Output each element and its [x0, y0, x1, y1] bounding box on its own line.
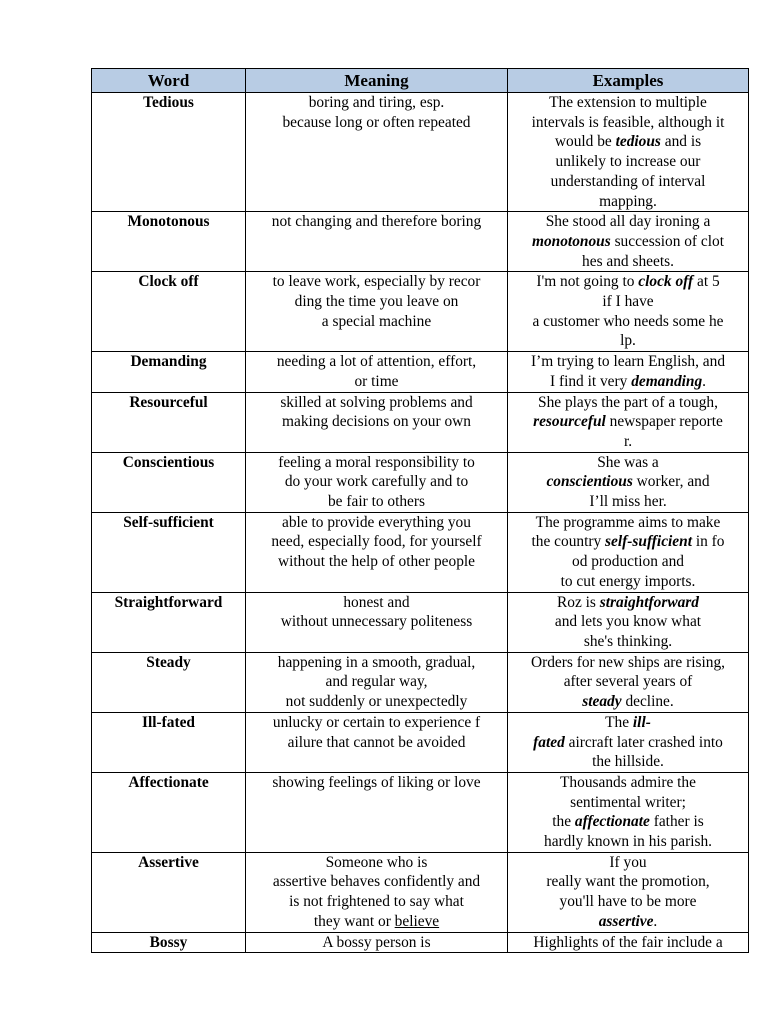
- example-cell: [508, 712, 749, 772]
- example-cell: [508, 592, 749, 652]
- text-segment: She plays the part of a tough,: [538, 393, 718, 411]
- cell-line: [248, 113, 505, 133]
- cell-line: [510, 272, 746, 292]
- table-row: [92, 592, 749, 652]
- cell-line: [248, 492, 505, 512]
- cell-line: [510, 152, 746, 172]
- text-segment: if I have: [602, 293, 654, 311]
- cell-line: [248, 713, 505, 733]
- text-segment: hes and sheets.: [582, 252, 674, 270]
- text-segment: If you: [609, 853, 647, 871]
- table-body: [92, 93, 749, 953]
- cell-line: [510, 472, 746, 492]
- cell-line: [248, 933, 505, 953]
- table-row: [92, 712, 749, 772]
- cell-line: [248, 393, 505, 413]
- text-segment: happening in a smooth, gradual,: [277, 653, 476, 671]
- meaning-cell: [246, 652, 508, 712]
- cell-line: [248, 292, 505, 312]
- cell-line: [510, 892, 746, 912]
- cell-line: [510, 933, 746, 953]
- cell-line: [510, 552, 746, 572]
- cell-line: [510, 312, 746, 332]
- meaning-cell: [246, 712, 508, 772]
- meaning-cell: [246, 272, 508, 352]
- text-segment: at 5: [693, 273, 720, 291]
- emphasized-term-wrapper: [600, 594, 699, 611]
- cell-line: [248, 653, 505, 673]
- text-segment: She was a: [597, 453, 659, 471]
- cell-line: [248, 593, 505, 613]
- text-segment: making decisions on your own: [282, 413, 471, 431]
- cell-line: [510, 513, 746, 533]
- word-cell: Tedious: [92, 93, 246, 212]
- emphasized-term: clock off: [638, 273, 694, 291]
- text-segment: aircraft later crashed into: [564, 733, 723, 751]
- table-row: [92, 352, 749, 392]
- text-segment: r.: [623, 432, 633, 450]
- emphasized-term-wrapper: [633, 714, 651, 731]
- cell-line: [248, 352, 505, 372]
- word-cell: Assertive: [92, 852, 246, 932]
- cell-line: [510, 713, 746, 733]
- meaning-cell: [246, 852, 508, 932]
- cell-line: [510, 492, 746, 512]
- text-segment: the country: [531, 533, 606, 551]
- word-cell: Ill-fated: [92, 712, 246, 772]
- emphasized-term: affectionate: [574, 813, 650, 831]
- text-segment: hardly known in his parish.: [544, 833, 712, 851]
- cell-line: [248, 532, 505, 552]
- example-cell: [508, 212, 749, 272]
- cell-line: [510, 532, 746, 552]
- word-cell: Steady: [92, 652, 246, 712]
- text-segment: because long or often repeated: [282, 113, 471, 131]
- word-cell: Straightforward: [92, 592, 246, 652]
- text-segment: needing a lot of attention, effort,: [276, 353, 477, 371]
- text-segment: succession of clot: [610, 232, 724, 250]
- meaning-cell: [246, 512, 508, 592]
- table-row: [92, 392, 749, 452]
- meaning-cell: [246, 212, 508, 272]
- cell-line: [510, 132, 746, 152]
- emphasized-term-wrapper: [533, 734, 565, 751]
- text-segment: to leave work, especially by recor: [272, 273, 481, 291]
- cell-line: [248, 412, 505, 432]
- cell-line: [248, 93, 505, 113]
- cell-line: [248, 872, 505, 892]
- emphasized-term: steady: [582, 693, 622, 711]
- meaning-cell: [246, 932, 508, 953]
- text-segment: newspaper reporte: [605, 413, 723, 431]
- text-segment: and lets you know what: [554, 613, 702, 631]
- text-segment: skilled at solving problems and: [280, 393, 473, 411]
- text-segment: a customer who needs some he: [532, 312, 724, 330]
- cell-line: [510, 232, 746, 252]
- text-segment: you'll have to be more: [559, 893, 697, 911]
- text-segment: the hillside.: [592, 753, 664, 771]
- text-segment: unlikely to increase our: [555, 153, 701, 171]
- cell-line: [510, 593, 746, 613]
- example-cell: [508, 652, 749, 712]
- text-segment: decline.: [621, 693, 674, 711]
- example-cell: [508, 852, 749, 932]
- word-cell: Resourceful: [92, 392, 246, 452]
- cell-line: [510, 352, 746, 372]
- emphasized-term-wrapper: [638, 273, 693, 290]
- cell-line: [510, 393, 746, 413]
- table-row: [92, 512, 749, 592]
- header-meaning: Meaning: [246, 69, 508, 93]
- text-segment: The: [605, 713, 633, 731]
- cell-line: [510, 632, 746, 652]
- example-cell: [508, 512, 749, 592]
- cell-line: [510, 252, 746, 272]
- text-segment: understanding of interval: [550, 172, 706, 190]
- text-segment: unlucky or certain to experience f: [272, 713, 481, 731]
- text-segment: feeling a moral responsibility to: [278, 453, 475, 471]
- example-cell: [508, 772, 749, 852]
- text-segment: after several years of: [563, 673, 693, 691]
- emphasized-term: resourceful: [533, 413, 606, 431]
- text-segment: Roz is: [557, 593, 600, 611]
- text-segment: .: [653, 912, 658, 930]
- cell-line: [510, 572, 746, 592]
- text-segment: would be: [554, 133, 616, 151]
- emphasized-term-wrapper: [533, 413, 606, 430]
- text-segment: able to provide everything you: [282, 513, 471, 531]
- text-segment: showing feelings of liking or love: [272, 773, 481, 791]
- cell-line: [510, 832, 746, 852]
- meaning-cell: [246, 392, 508, 452]
- cell-line: [248, 212, 505, 232]
- emphasized-term-wrapper: [582, 693, 621, 710]
- cell-line: [510, 93, 746, 113]
- text-segment: to cut energy imports.: [560, 572, 696, 590]
- cell-line: [510, 853, 746, 873]
- text-segment: Highlights of the fair include a: [533, 933, 723, 951]
- cell-line: [248, 773, 505, 793]
- text-segment: be fair to others: [327, 493, 425, 511]
- cell-line: [248, 912, 505, 932]
- emphasized-term: straightforward: [599, 593, 699, 611]
- cell-line: [510, 113, 746, 133]
- word-cell: Clock off: [92, 272, 246, 352]
- table-row: [92, 852, 749, 932]
- word-cell: Conscientious: [92, 452, 246, 512]
- text-segment: sentimental writer;: [570, 793, 686, 811]
- cell-line: [510, 192, 746, 212]
- text-segment: without unnecessary politeness: [280, 613, 473, 631]
- cell-line: [510, 912, 746, 932]
- word-cell: Affectionate: [92, 772, 246, 852]
- emphasized-term: monotonous: [532, 232, 611, 250]
- text-segment: ding the time you leave on: [294, 293, 459, 311]
- meaning-cell: [246, 772, 508, 852]
- emphasized-term-wrapper: [575, 813, 650, 830]
- text-segment: I'm not going to: [536, 273, 639, 291]
- text-segment: is not frightened to say what: [289, 893, 464, 911]
- emphasized-term: self-sufficient: [605, 533, 692, 551]
- cell-line: [248, 733, 505, 753]
- emphasized-term: fated: [533, 733, 565, 751]
- table-row: [92, 93, 749, 212]
- text-segment: The programme aims to make: [535, 513, 721, 531]
- text-segment: they want or: [313, 912, 395, 930]
- cell-line: [510, 292, 746, 312]
- cell-line: [510, 692, 746, 712]
- word-cell: Monotonous: [92, 212, 246, 272]
- cell-line: [510, 331, 746, 351]
- cell-line: [248, 472, 505, 492]
- cell-line: [510, 793, 746, 813]
- text-segment: not suddenly or unexpectedly: [285, 693, 468, 711]
- text-segment: and regular way,: [325, 673, 428, 691]
- example-cell: [508, 452, 749, 512]
- cell-line: [248, 552, 505, 572]
- cell-line: [510, 733, 746, 753]
- text-segment: father is: [649, 813, 704, 831]
- text-segment: not changing and therefore boring: [271, 213, 482, 231]
- table-row: [92, 652, 749, 712]
- cell-line: [510, 752, 746, 772]
- example-cell: [508, 352, 749, 392]
- cell-line: [248, 453, 505, 473]
- emphasized-term: tedious: [615, 133, 661, 151]
- word-cell: Demanding: [92, 352, 246, 392]
- cell-line: [248, 513, 505, 533]
- cell-line: [248, 672, 505, 692]
- cell-line: [510, 432, 746, 452]
- table-row: [92, 212, 749, 272]
- emphasized-term-wrapper: [631, 373, 702, 390]
- text-segment: I’m trying to learn English, and: [530, 353, 726, 371]
- header-examples: Examples: [508, 69, 749, 93]
- header-word: Word: [92, 69, 246, 93]
- text-segment: the: [552, 813, 575, 831]
- text-segment: do your work carefully and to: [284, 473, 469, 491]
- emphasized-term-wrapper: [605, 533, 692, 550]
- text-segment: she's thinking.: [583, 632, 673, 650]
- table-row: [92, 932, 749, 953]
- text-segment: need, especially food, for yourself: [271, 533, 482, 551]
- text-segment: intervals is feasible, although it: [531, 113, 725, 131]
- cell-line: [510, 812, 746, 832]
- emphasized-term: demanding: [631, 372, 703, 390]
- cell-line: [248, 372, 505, 392]
- cell-line: [248, 692, 505, 712]
- text-segment: Someone who is: [325, 853, 428, 871]
- text-segment: She stood all day ironing a: [545, 213, 711, 231]
- emphasized-term: conscientious: [546, 473, 633, 491]
- example-cell: [508, 392, 749, 452]
- meaning-cell: [246, 93, 508, 212]
- cell-line: [510, 872, 746, 892]
- word-cell: Self-sufficient: [92, 512, 246, 592]
- text-segment: a special machine: [321, 312, 432, 330]
- word-cell: Bossy: [92, 932, 246, 953]
- text-segment: Orders for new ships are rising,: [530, 653, 726, 671]
- cell-line: [248, 612, 505, 632]
- emphasized-term-wrapper: [532, 233, 611, 250]
- text-segment: I find it very: [549, 372, 632, 390]
- cell-line: [510, 372, 746, 392]
- text-segment: I’ll miss her.: [589, 493, 667, 511]
- text-segment: The extension to multiple: [549, 94, 707, 111]
- cell-line: [510, 612, 746, 632]
- cell-line: [510, 653, 746, 673]
- cell-line: [510, 453, 746, 473]
- text-segment: Thousands admire the: [560, 773, 696, 791]
- text-segment: in fo: [691, 533, 725, 551]
- meaning-cell: [246, 352, 508, 392]
- emphasized-term-wrapper: [546, 473, 632, 490]
- text-segment: honest and: [343, 593, 410, 611]
- cell-line: [248, 272, 505, 292]
- emphasized-term-wrapper: [616, 133, 661, 150]
- text-segment: really want the promotion,: [546, 873, 710, 891]
- cell-line: [510, 773, 746, 793]
- meaning-cell: [246, 592, 508, 652]
- cell-line: [248, 892, 505, 912]
- text-segment: without the help of other people: [277, 553, 476, 571]
- text-segment: mapping.: [599, 192, 657, 210]
- underlined-term: believe: [394, 912, 440, 930]
- cell-line: [510, 172, 746, 192]
- cell-line: [510, 212, 746, 232]
- example-cell: [508, 932, 749, 953]
- text-segment: or time: [354, 372, 399, 390]
- emphasized-term-wrapper: [599, 913, 654, 930]
- vocabulary-table: [91, 68, 749, 953]
- emphasized-term: assertive: [598, 912, 654, 930]
- text-segment: worker, and: [632, 473, 710, 491]
- header-row: [92, 69, 749, 93]
- text-segment: and is: [660, 133, 702, 151]
- table-row: [92, 452, 749, 512]
- emphasized-term: ill-: [632, 713, 651, 731]
- text-segment: lp.: [620, 332, 636, 350]
- cell-line: [248, 312, 505, 332]
- example-cell: [508, 272, 749, 352]
- cell-line: [510, 672, 746, 692]
- cell-line: [248, 853, 505, 873]
- text-segment: assertive behaves confidently and: [272, 873, 481, 891]
- table-row: [92, 272, 749, 352]
- text-segment: boring and tiring, esp.: [308, 94, 445, 111]
- text-segment: od production and: [572, 553, 684, 571]
- example-cell: [508, 93, 749, 212]
- cell-line: [510, 412, 746, 432]
- table-row: [92, 772, 749, 852]
- text-segment: .: [702, 372, 707, 390]
- text-segment: ailure that cannot be avoided: [287, 733, 466, 751]
- meaning-cell: [246, 452, 508, 512]
- text-segment: A bossy person is: [322, 933, 431, 951]
